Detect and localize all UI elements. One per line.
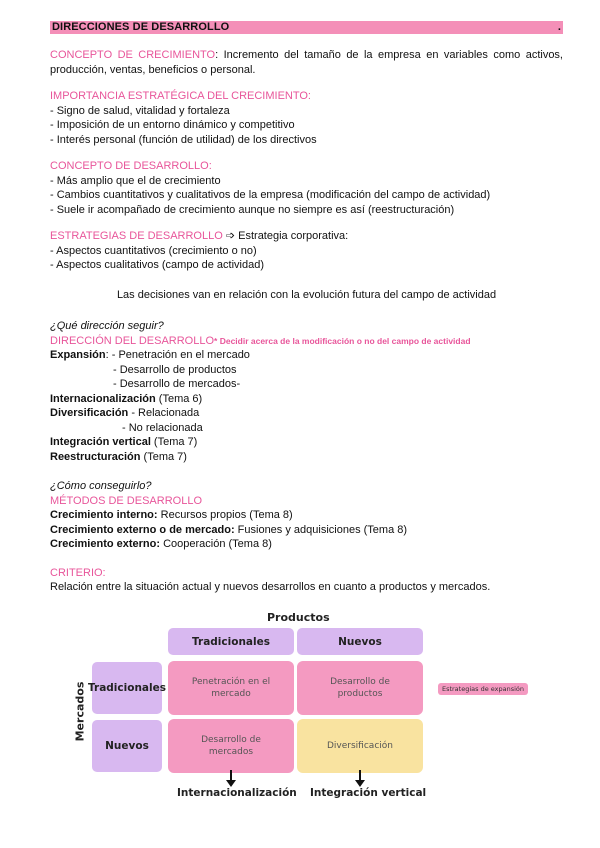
decisiones-text: Las decisiones van en relación con la evolución futura del campo de actividad	[116, 288, 497, 301]
integracion-label: Integración vertical	[50, 436, 151, 448]
list-item: - Aspectos cuantitativos (crecimiento o no)	[50, 244, 257, 257]
integracion-ref: (Tema 7)	[150, 436, 198, 448]
arrow-icon: ➩	[225, 230, 236, 242]
reestructuracion-ref: (Tema 7)	[140, 450, 187, 463]
list-item: - Más amplio que el de crecimiento	[50, 174, 221, 187]
arrow-down-icon	[355, 770, 365, 787]
internacionalizacion-ref: (Tema 6)	[155, 392, 203, 405]
productos-label: Productos	[267, 611, 330, 624]
expansion-item: - Desarrollo de productos	[113, 363, 237, 376]
estrategias-label: ESTRATEGIAS DE DESARROLLO	[50, 230, 223, 242]
expansion-label: Expansión	[50, 349, 106, 361]
diversificacion-label: Diversificación	[50, 407, 129, 419]
metodo-text: Fusiones y adquisiciones (Tema 8)	[234, 523, 408, 536]
arrow-down-icon	[226, 770, 236, 787]
title-end-mark: .	[557, 21, 561, 33]
col-header-tradicionales: Tradicionales	[168, 628, 294, 655]
reestructuracion-label: Reestructuración	[50, 450, 141, 463]
metodo-text: Recursos propios (Tema 8)	[157, 509, 293, 521]
page-title: DIRECCIONES DE DESARROLLO	[52, 21, 230, 33]
list-item: - Cambios cuantitativos y cualitativos de la empresa (modificación del campo de actividad)	[50, 189, 491, 201]
cell-label: Diversificación	[327, 741, 393, 751]
criterio-label: CRITERIO:	[50, 566, 106, 579]
metodo-text: Cooperación (Tema 8)	[160, 538, 272, 550]
internacionalizacion-arrow-label: Internacionalización	[177, 787, 297, 799]
mercados-label: Mercados	[73, 681, 87, 742]
list-item: - Aspectos cualitativos (campo de actividad)	[50, 259, 264, 271]
cell-label: Desarrollo de productos	[330, 677, 390, 699]
internacionalizacion-label: Internacionalización	[50, 392, 156, 405]
list-item: - Suele ir acompañado de crecimiento aunque no siempre es así (reestructuración)	[50, 203, 455, 216]
direccion-label: DIRECCIÓN DEL DESARROLLO	[50, 334, 215, 347]
estrategias-after: Estrategia corporativa:	[235, 230, 349, 242]
estrategias-expansion-tag: Estrategias de expansión	[438, 683, 528, 695]
diversificacion-item: - Relacionada	[128, 407, 200, 419]
metodo-bold: Crecimiento externo:	[50, 538, 161, 550]
cell-label: Penetración en el mercado	[191, 677, 271, 699]
concepto-crecimiento-text: : Incremento del tamaño de la empresa en variables como activos, producción, ventas, beneficios o personal.	[50, 49, 563, 76]
diversificacion-item: - No relacionada	[122, 421, 203, 434]
expansion-item: : - Penetración en el mercado	[105, 349, 250, 361]
cell-label: Desarrollo de mercados	[201, 735, 261, 757]
col-header-nuevos: Nuevos	[297, 628, 423, 655]
metodos-question: ¿Cómo conseguirlo?	[50, 480, 152, 492]
direccion-note: * Decidir acerca de la modificación o no del campo de actividad	[214, 335, 471, 346]
row-header-nuevos: Nuevos	[92, 720, 162, 772]
list-item: - Imposición de un entorno dinámico y competitivo	[50, 119, 295, 131]
list-item: - Interés personal (función de utilidad) de los directivos	[50, 133, 317, 146]
importancia-label: IMPORTANCIA ESTRATÉGICA DEL CRECIMIENTO:	[50, 90, 311, 102]
concepto-desarrollo-label: CONCEPTO DE DESARROLLO:	[50, 160, 212, 172]
direccion-question: ¿Qué dirección seguir?	[50, 320, 164, 332]
list-item: - Signo de salud, vitalidad y fortaleza	[50, 104, 230, 117]
row-header-tradicionales: Tradicionales	[92, 662, 162, 714]
concepto-crecimiento-label: CONCEPTO DE CRECIMIENTO	[50, 49, 216, 61]
metodo-bold: Crecimiento externo o de mercado:	[50, 523, 235, 536]
metodos-label: MÉTODOS DE DESARROLLO	[50, 494, 202, 507]
expansion-item: - Desarrollo de mercados-	[113, 378, 241, 390]
integracion-arrow-label: Integración vertical	[310, 787, 427, 799]
criterio-text: Relación entre la situación actual y nuevos desarrollos en cuanto a productos y mercados.	[50, 581, 491, 593]
metodo-bold: Crecimiento interno:	[50, 509, 158, 521]
